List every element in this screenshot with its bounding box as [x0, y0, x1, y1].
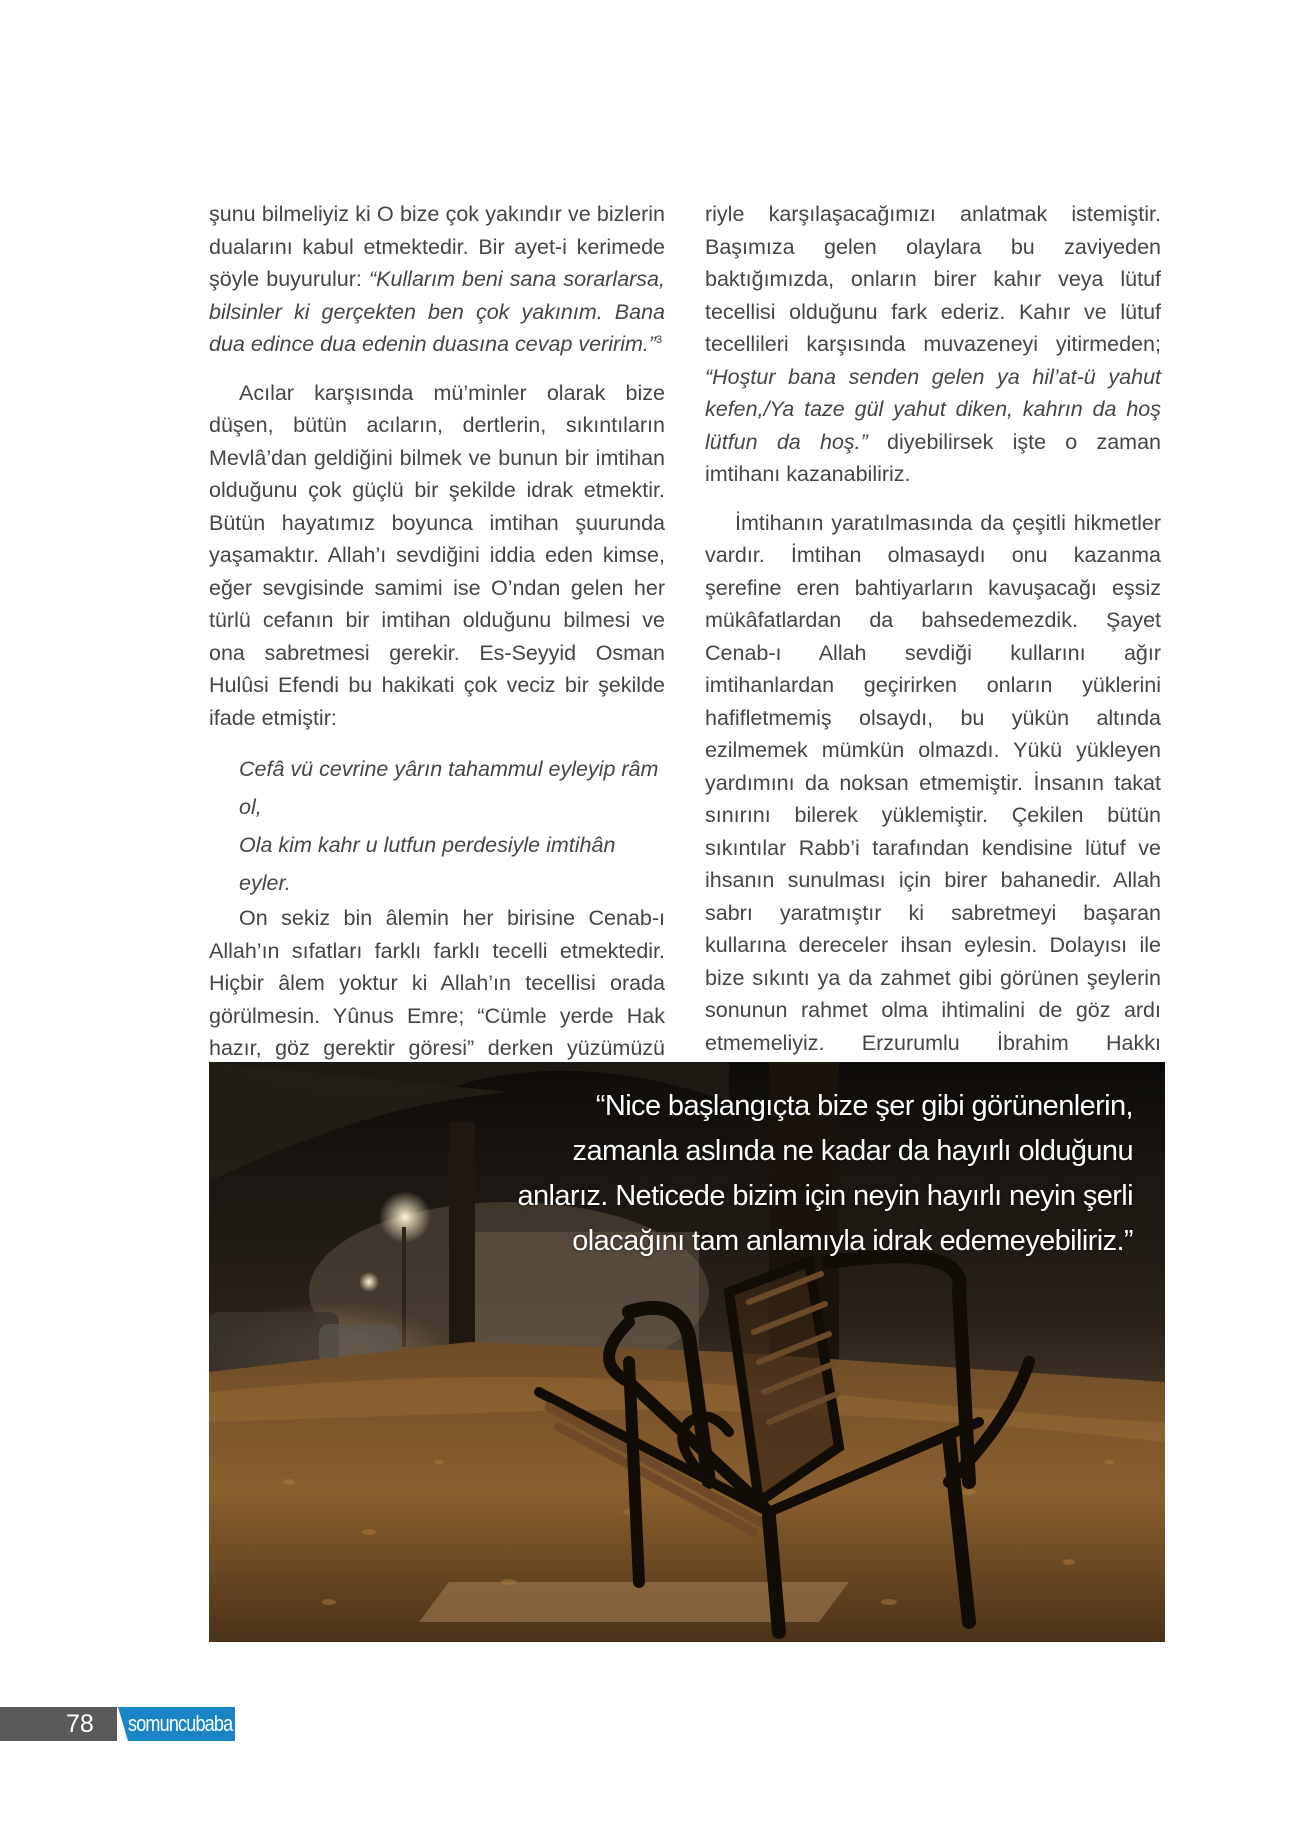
paragraph-text: diyebilirsek işte o zaman imtihanı kazanabiliriz. — [705, 429, 1161, 486]
paragraph — [209, 198, 665, 361]
page-number: 78 — [66, 1710, 94, 1738]
verse-line: Cefâ vü cevrine yârın tahammul eyleyip râm ol, — [239, 757, 659, 819]
quote-line: zamanla aslında ne kadar da hayırlı olduğunu — [572, 1135, 1133, 1167]
ayet-quote: “Kullarım beni sana sorarlarsa, bilsinler ki gerçekten ben çok yakınım. Bana dua edince dua edenin duasına cevap veririm.” — [209, 267, 665, 356]
park-bench-photo — [209, 1062, 1165, 1642]
footer-bar — [0, 1707, 117, 1741]
paragraph-text: şunu bilmeliyiz ki O bize çok yakındır ve bizlerin dualarını kabul etmektedir. Bir ayet-i kerimede şöyle buyurulur: — [209, 202, 665, 291]
paragraph-text: riyle karşılaşacağımızı anlatmak istemiştir. Başımıza gelen olaylara bu zaviyeden baktığımızda, onların birer kahır veya lütuf tecellisi olduğunu fark ederiz. Kahır ve lütuf tecellileri karşısında muvazeneyi yitirmeden; — [705, 202, 1161, 356]
quote-line: “Nice başlangıçta bize şer gibi görünenlerin, — [595, 1090, 1133, 1122]
paragraph: Acılar karşısında mü’minler olarak bize düşen, bütün acıların, dertlerin, sıkıntıların Mevlâ’dan geldiğini bilmek ve bunun bir imtihan olduğunu çok güçlü bir şekilde idrak etmektir. Bütün hayatımız boyunca imtihan şuurunda yaşamaktır. Allah’ı sevdiğini iddia eden kimse, eğer sevgisinde samimi ise O’ndan gelen her türlü cefanın bir imtihan olduğunu bilmesi ve ona sabretmesi gerekir. Es-Seyyid Osman Hulûsi Efendi bu hakikati çok veciz bir şekilde ifade etmiştir: — [209, 380, 665, 730]
quote-line: olacağını tam anlamıyla idrak edemeyebiliriz.” — [572, 1225, 1133, 1257]
brand-logo: somuncubaba — [128, 1711, 233, 1736]
poem-quote: “Hoştur bana senden gelen ya hil’at-ü yahut kefen,/Ya taze gül yahut diken, kahrın da hoş lütfun da hoş.” — [705, 364, 1161, 454]
pull-quote — [513, 1084, 1133, 1264]
verse-block — [209, 750, 665, 902]
quote-line: anlarız. Neticede bizim için neyin hayırlı neyin şerli — [517, 1180, 1133, 1212]
paragraph: İmtihanın yaratılmasında da çeşitli hikmetler vardır. İmtihan olmasaydı onu kazanma şerefine eren bahtiyarların kavuşacağı eşsiz mükâfatlardan da bahsedemezdik. Şayet Cenab-ı Allah sevdiği kullarını ağır imtihanlardan geçirirken onların yüklerini hafifletmemiş olsaydı, bu yükün altında ezilmemek mümkün olmazdı. Yükü yükleyen yardımını da noksan etmemiştir. İnsanın takat sınırını bilerek yüklemiştir. Çekilen bütün sıkıntılar Rabb’i tarafından kendisine lütuf ve ihsanın sunulması için birer bahanedir. Allah sabrı yaratmıştır ki sabretmeyi başaran kullarına dereceler ihsan eylesin. Dolayısı ile bize sıkıntı ya da zahmet gibi görünen şeylerin sonunun rahmet olma ihtimalini de göz ardı etmemeliyiz. Erzurumlu İbrahim Hakkı — [705, 510, 1161, 1055]
paragraph — [705, 198, 1161, 491]
paragraph: On sekiz bin âlemin her birisine Cenab-ı Allah’ın sıfatları farklı farklı tecelli etmektedir. Hiçbir âlem yoktur ki Allah’ın tecellisi orada görülmesin. Yûnus Emre; “Cümle yerde Hak hazır, göz gerektir göresi” derken yüzümüzü — [209, 906, 665, 1060]
verse-line: Ola kim kahr u lutfun perdesiyle imtihân eyler. — [239, 833, 616, 895]
right-column — [705, 198, 1161, 1092]
left-column — [209, 198, 665, 1130]
footnote-ref[interactable]: 3 — [656, 333, 663, 346]
